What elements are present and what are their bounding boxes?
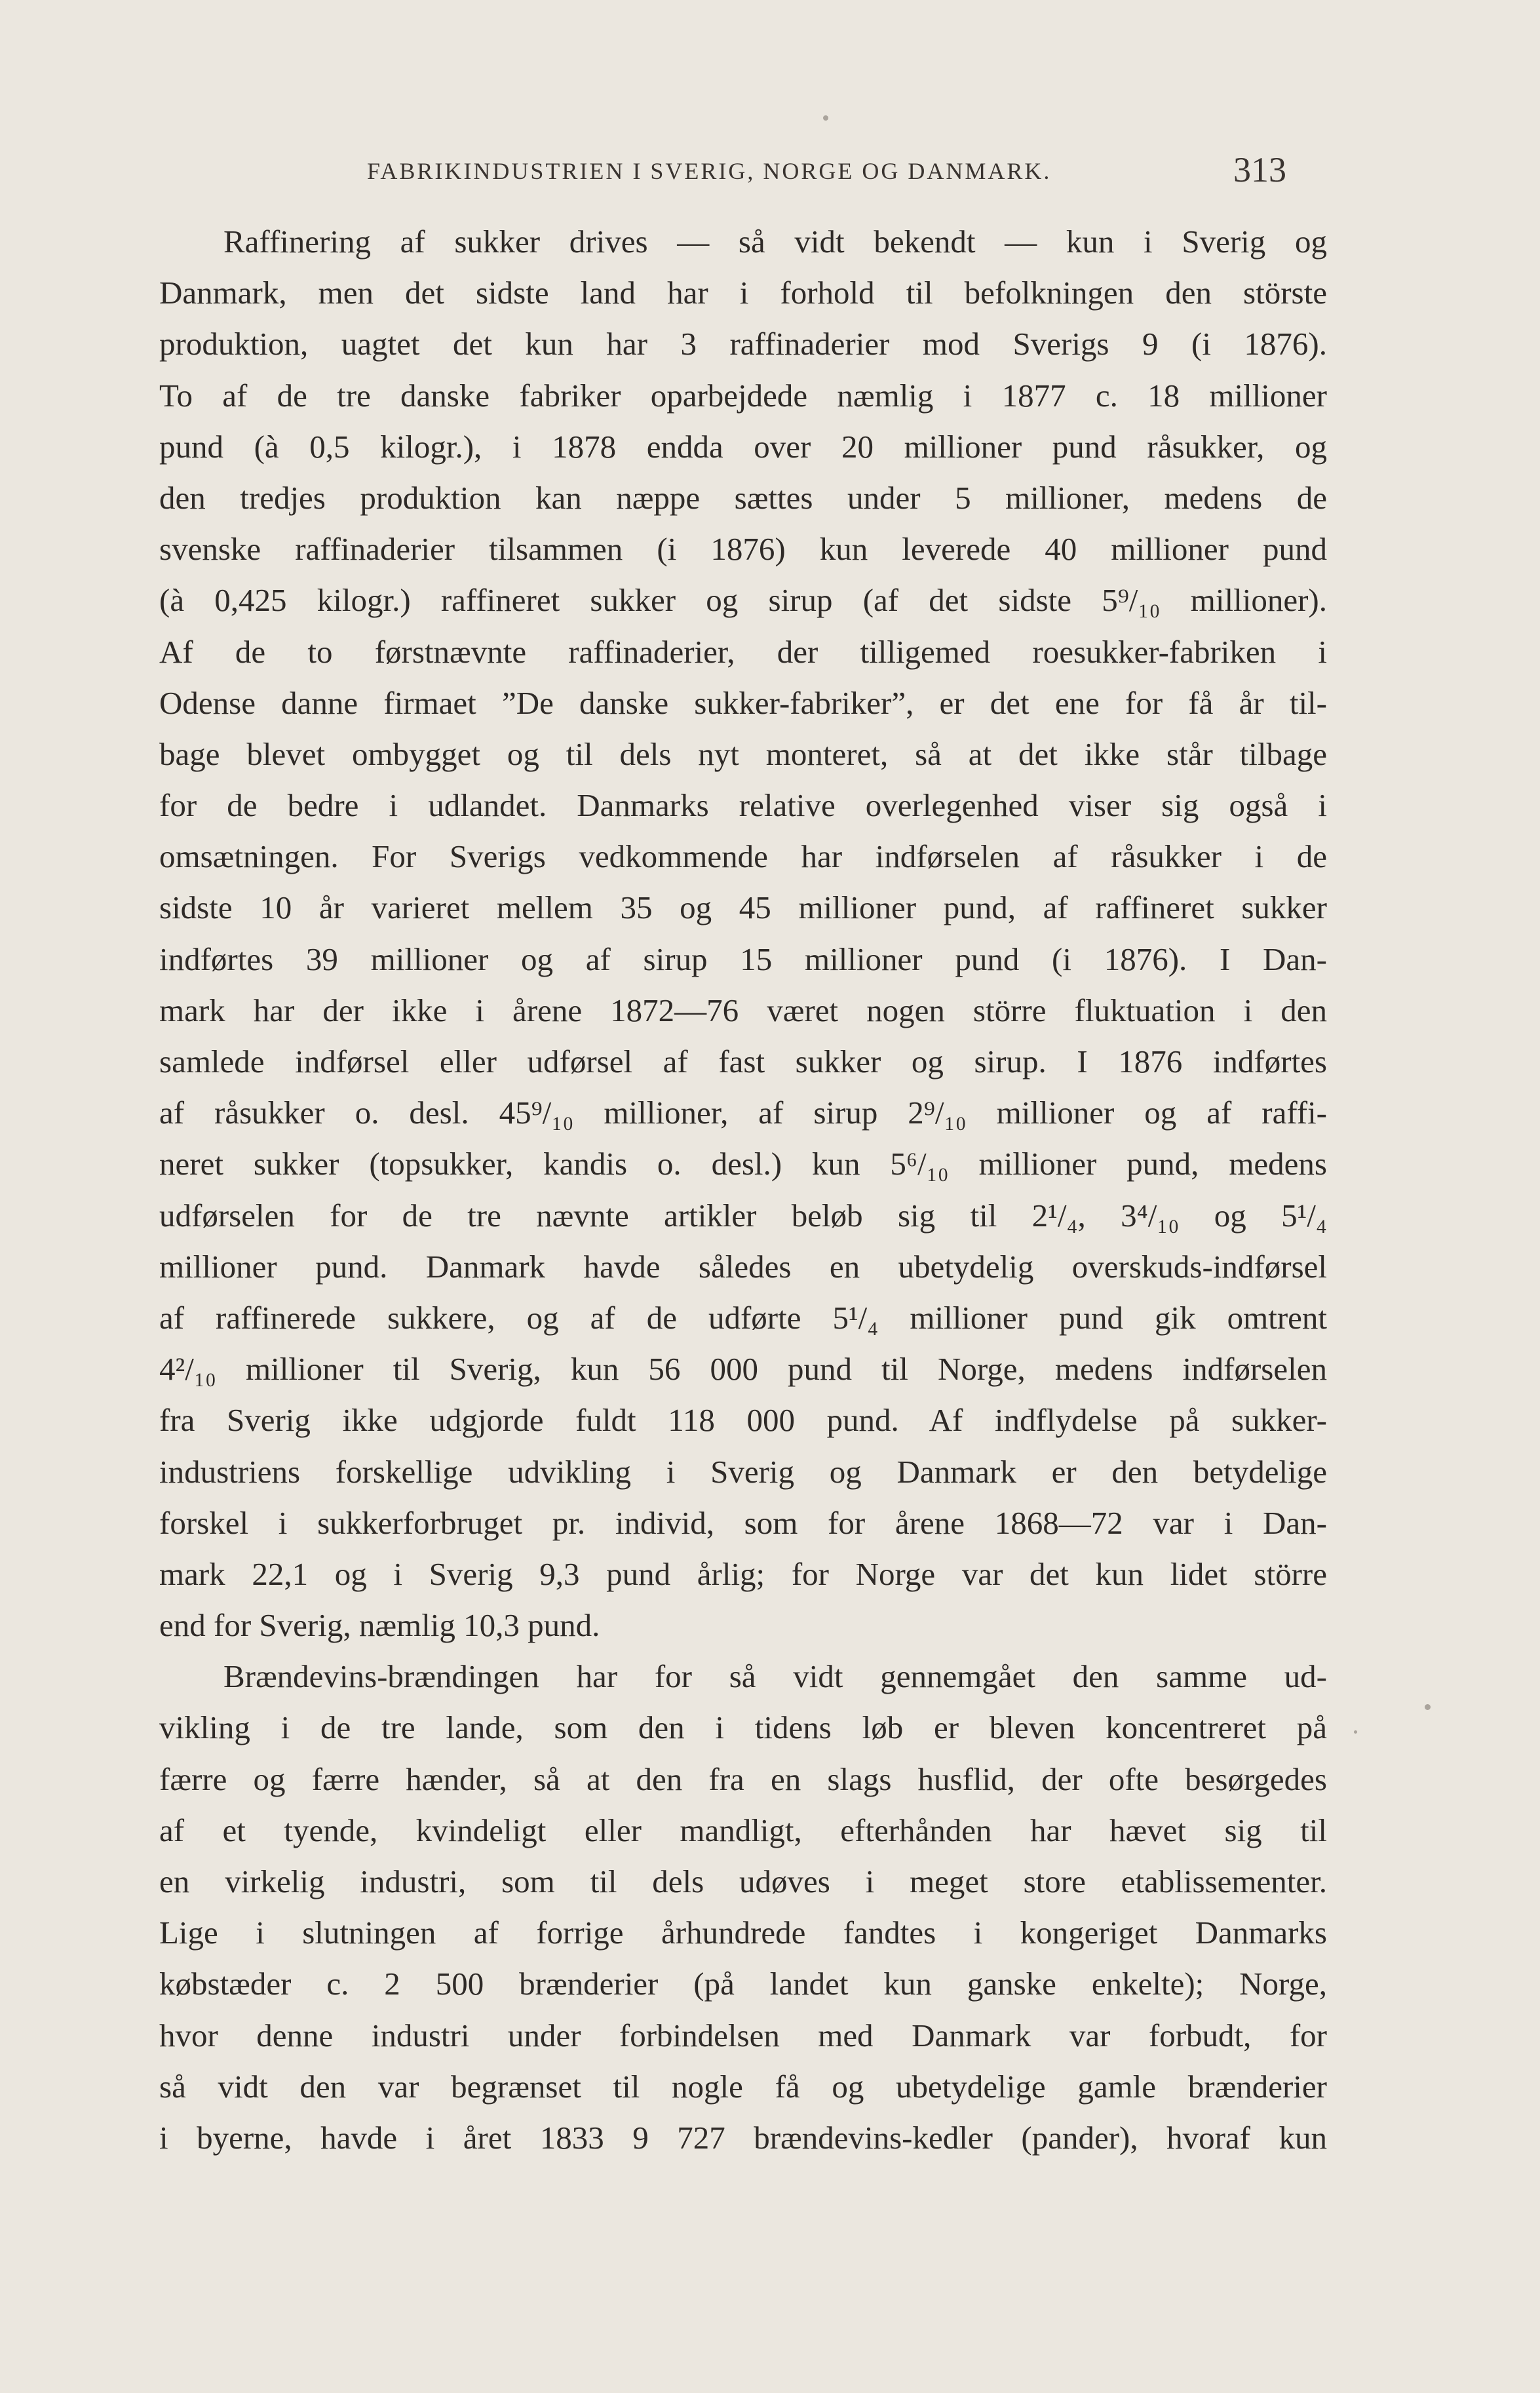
text-line: (à 0,425 kilogr.) raffineret sukker og sirup (af det sidste 5⁹/₁₀ millioner). (159, 582, 1327, 619)
text-line: for de bedre i udlandet. Danmarks relative overlegenhed viser sig også i (159, 787, 1327, 824)
paper-speck (823, 115, 828, 121)
text-line: bage blevet ombygget og til dels nyt monteret, så at det ikke står tilbage (159, 735, 1327, 772)
page-number: 313 (1233, 150, 1286, 189)
text-line: industriens forskellige udvikling i Sverig og Danmark er den betydelige (159, 1453, 1327, 1490)
text-line: Odense danne firmaet ”De danske sukker-fabriker”, er det ene for få år til- (159, 684, 1327, 721)
text-line: så vidt den var begrænset til nogle få og ubetydelige gamle brænderier (159, 2068, 1327, 2105)
text-line: vikling i de tre lande, som den i tidens løb er bleven koncentreret på (159, 1709, 1327, 1746)
text-line: produktion, uagtet det kun har 3 raffinaderier mod Sverigs 9 (i 1876). (159, 326, 1327, 362)
text-line: i byerne, havde i året 1833 9 727 brændevins-kedler (pander), hvoraf kun (159, 2119, 1327, 2156)
text-line: Brændevins-brændingen har for så vidt gennemgået den samme ud- (223, 1658, 1327, 1695)
page-header (0, 150, 1540, 210)
text-line: forskel i sukkerforbruget pr. individ, som for årene 1868—72 var i Dan- (159, 1504, 1327, 1541)
text-line: Raffinering af sukker drives — så vidt bekendt — kun i Sverig og (223, 224, 1327, 260)
text-line: 4²/₁₀ millioner til Sverig, kun 56 000 pund til Norge, medens indførselen (159, 1351, 1327, 1388)
text-line: af et tyende, kvindeligt eller mandligt, efterhånden har hævet sig til (159, 1812, 1327, 1848)
text-line: sidste 10 år varieret mellem 35 og 45 millioner pund, af raffineret sukker (159, 889, 1327, 926)
paper-speck (1425, 1704, 1431, 1710)
paper-speck (1354, 1730, 1357, 1734)
text-line: samlede indførsel eller udførsel af fast sukker og sirup. I 1876 indførtes (159, 1043, 1327, 1080)
text-line: mark har der ikke i årene 1872—76 været nogen större fluktuation i den (159, 992, 1327, 1028)
text-line: udførselen for de tre nævnte artikler beløb sig til 2¹/₄, 3⁴/₁₀ og 5¹/₄ (159, 1197, 1327, 1234)
text-line: millioner pund. Danmark havde således en ubetydelig overskuds-indførsel (159, 1248, 1327, 1285)
text-line: Af de to førstnævnte raffinaderier, der tilligemed roesukker-fabriken i (159, 633, 1327, 670)
text-line: omsætningen. For Sverigs vedkommende har indførselen af råsukker i de (159, 838, 1327, 875)
text-line: af raffinerede sukkere, og af de udførte 5¹/₄ millioner pund gik omtrent (159, 1299, 1327, 1336)
text-line: hvor denne industri under forbindelsen med Danmark var forbudt, for (159, 2017, 1327, 2053)
text-line: en virkelig industri, som til dels udøves i meget store etablissementer. (159, 1863, 1327, 1899)
text-line: svenske raffinaderier tilsammen (i 1876) kun leverede 40 millioner pund (159, 531, 1327, 568)
text-line: indførtes 39 millioner og af sirup 15 millioner pund (i 1876). I Dan- (159, 941, 1327, 977)
text-line: Lige i slutningen af forrige århundrede fandtes i kongeriget Danmarks (159, 1915, 1327, 1951)
text-line: den tredjes produktion kan næppe sættes under 5 millioner, medens de (159, 479, 1327, 516)
text-line: Danmark, men det sidste land har i forhold til befolkningen den störste (159, 275, 1327, 311)
text-line: købstæder c. 2 500 brænderier (på landet kun ganske enkelte); Norge, (159, 1966, 1327, 2002)
text-line: pund (à 0,5 kilogr.), i 1878 endda over 20 millioner pund råsukker, og (159, 428, 1327, 465)
text-line: færre og færre hænder, så at den fra en slags husflid, der ofte besørgedes (159, 1761, 1327, 1797)
body-text (159, 216, 1327, 2164)
text-line: af råsukker o. desl. 45⁹/₁₀ millioner, af sirup 2⁹/₁₀ millioner og af raffi- (159, 1095, 1327, 1131)
text-line: end for Sverig, næmlig 10,3 pund. (159, 1607, 600, 1644)
running-head: FABRIKINDUSTRIEN I SVERIG, NORGE OG DANMARK. (367, 158, 1052, 184)
text-line: To af de tre danske fabriker oparbejdede næmlig i 1877 c. 18 millioner (159, 377, 1327, 414)
text-line: neret sukker (topsukker, kandis o. desl.) kun 5⁶/₁₀ millioner pund, medens (159, 1146, 1327, 1182)
text-line: fra Sverig ikke udgjorde fuldt 118 000 pund. Af indflydelse på sukker- (159, 1402, 1327, 1439)
text-line: mark 22,1 og i Sverig 9,3 pund årlig; for Norge var det kun lidet större (159, 1555, 1327, 1592)
